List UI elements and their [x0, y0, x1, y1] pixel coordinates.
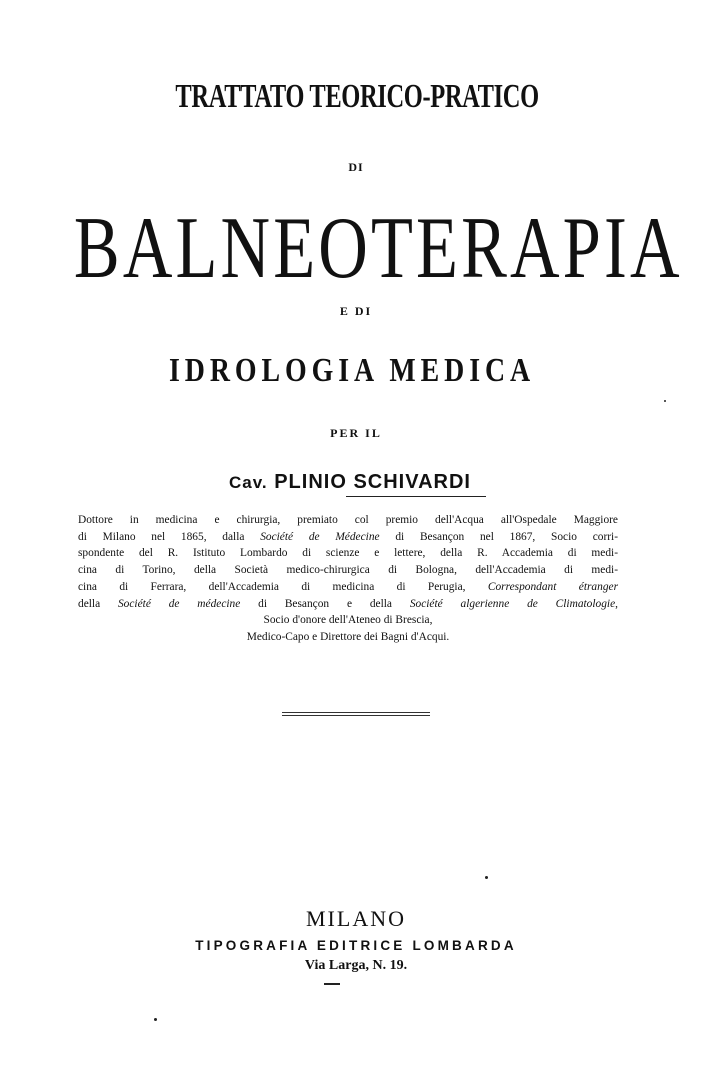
author-name: PLINIO SCHIVARDI — [274, 471, 471, 493]
main-title: BALNEOTERAPIA — [73, 200, 683, 297]
author-underline — [346, 496, 486, 497]
author-prefix: Cav. — [229, 473, 268, 492]
ornamental-rule-top — [282, 712, 430, 713]
credentials-line: cina di Ferrara, dell'Accademia di medicina di Perugia, Correspondant étranger — [78, 580, 619, 593]
title-connector-e-di: E DI — [339, 304, 373, 318]
publisher-name: TIPOGRAFIA EDITRICE LOMBARDA — [195, 938, 517, 953]
credentials-line: cina di Torino, della Società medico-chirurgica di Bologna, dell'Accademia di medi- — [78, 564, 618, 577]
credentials-line: Medico-Capo e Direttore dei Bagni d'Acqui. — [246, 630, 450, 643]
credentials-line: Socio d'onore dell'Ateneo di Brescia, — [263, 614, 433, 627]
title-connector-di: DI — [348, 160, 364, 174]
author-credentials — [78, 512, 618, 646]
publication-city: MILANO — [306, 906, 406, 931]
credentials-line: della Société de médecine di Besançon e della Société algerienne de Climatologie, — [78, 597, 619, 610]
publisher-address: Via Larga, N. 19. — [304, 958, 408, 973]
credentials-line: Dottore in medicina e chirurgia, premiato col premio dell'Acqua all'Ospedale Maggiore — [78, 514, 618, 526]
per-il: PER IL — [330, 426, 382, 440]
credentials-line: spondente del R. Istituto Lombardo di scienze e lettere, della R. Accademia di medi- — [78, 547, 618, 560]
author-line — [0, 471, 706, 494]
closing-dash — [324, 983, 340, 985]
ink-speck — [485, 876, 488, 879]
ornamental-rule-bottom — [282, 715, 430, 716]
ink-speck — [664, 400, 666, 402]
credentials-line: di Milano nel 1865, dalla Société de Médecine di Besançon nel 1867, Socio corri- — [78, 530, 619, 543]
subtitle: IDROLOGIA MEDICA — [169, 352, 536, 389]
title-line-1: TRATTATO TEORICO-PRATICO — [175, 78, 539, 115]
ink-speck — [154, 1018, 157, 1021]
